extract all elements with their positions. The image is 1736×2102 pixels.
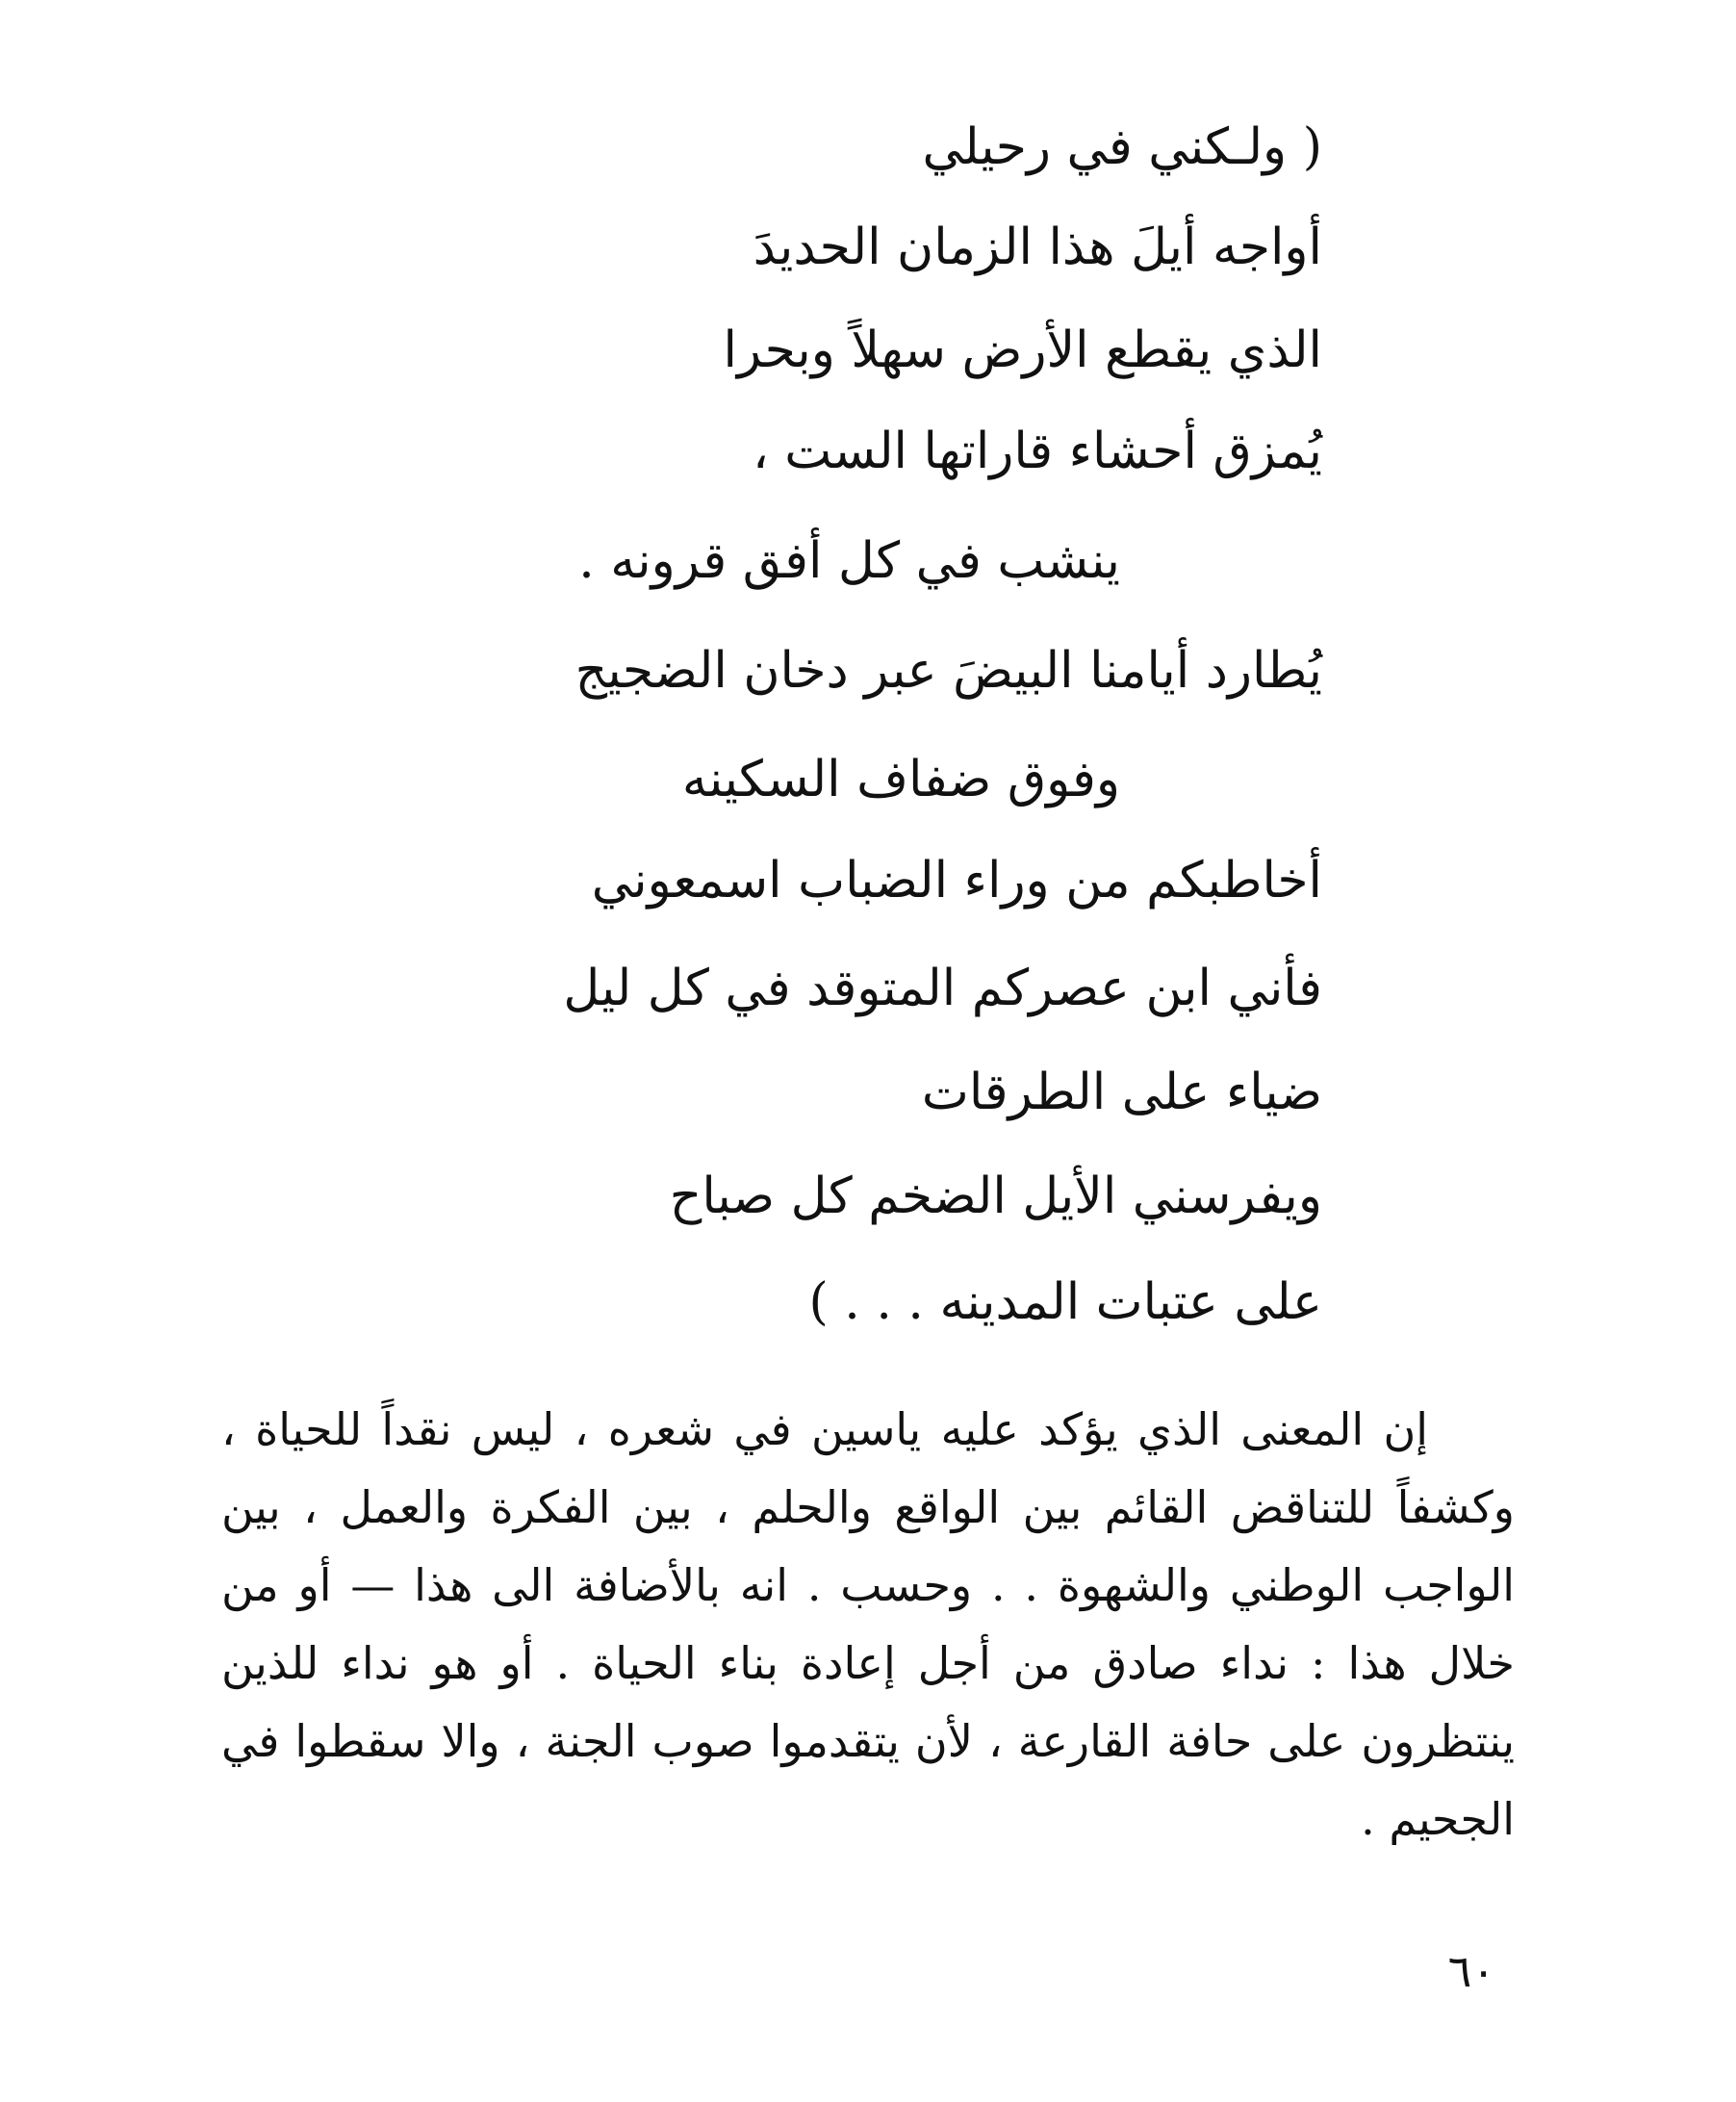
poem-line-9: فأني ابن عصركم المتوقد في كل ليل (563, 960, 1322, 1017)
poem-line-1: ( ولـكني في رحيلي (922, 118, 1322, 176)
commentary-paragraph (221, 1391, 1515, 1858)
poem-line-7: وفوق ضفاف السكينه (681, 751, 1120, 808)
poem-line-5: ينشب في كل أفق قرونه . (578, 532, 1120, 590)
poem-line-6: يُطارد أيامنا البيضَ عبر دخان الضجيج (574, 642, 1322, 700)
poem-line-12: على عتبات المدينه . . . ) (808, 1273, 1322, 1331)
page-number: ٦٠ (1447, 1945, 1495, 1997)
poem-line-4: يُمزق أحشاء قاراتها الست ، (752, 423, 1322, 480)
poem-line-10: ضياء على الطرقات (921, 1064, 1322, 1121)
poem-line-11: ويفرسني الأيل الضخم كل صباح (669, 1167, 1322, 1225)
poem-line-3: الذي يقطع الأرض سهلاً وبحرا (723, 321, 1322, 379)
commentary-text: إن المعنى الذي يؤكد عليه ياسين في شعره ، ليس نقداً للحياة ، وكشفاً للتناقض القائم بين الواقع والحلم ، بين الفكرة والعمل ، بين الواجب الوطني والشهوة . . وحسب . انه بالأضافة الى هذا — أو من خلال هذا : نداء صادق من أجل إعادة بناء الحياة . أو هو نداء للذين ينتظرون على حافة القارعة ، لأن يتقدموا صوب الجنة ، والا سقطوا في الجحيم . (221, 1403, 1515, 1845)
poem-line-8: أخاطبكم من وراء الضباب اسمعوني (591, 852, 1322, 910)
poem-line-2: أواجه أيلَ هذا الزمان الحديدَ (753, 218, 1322, 276)
